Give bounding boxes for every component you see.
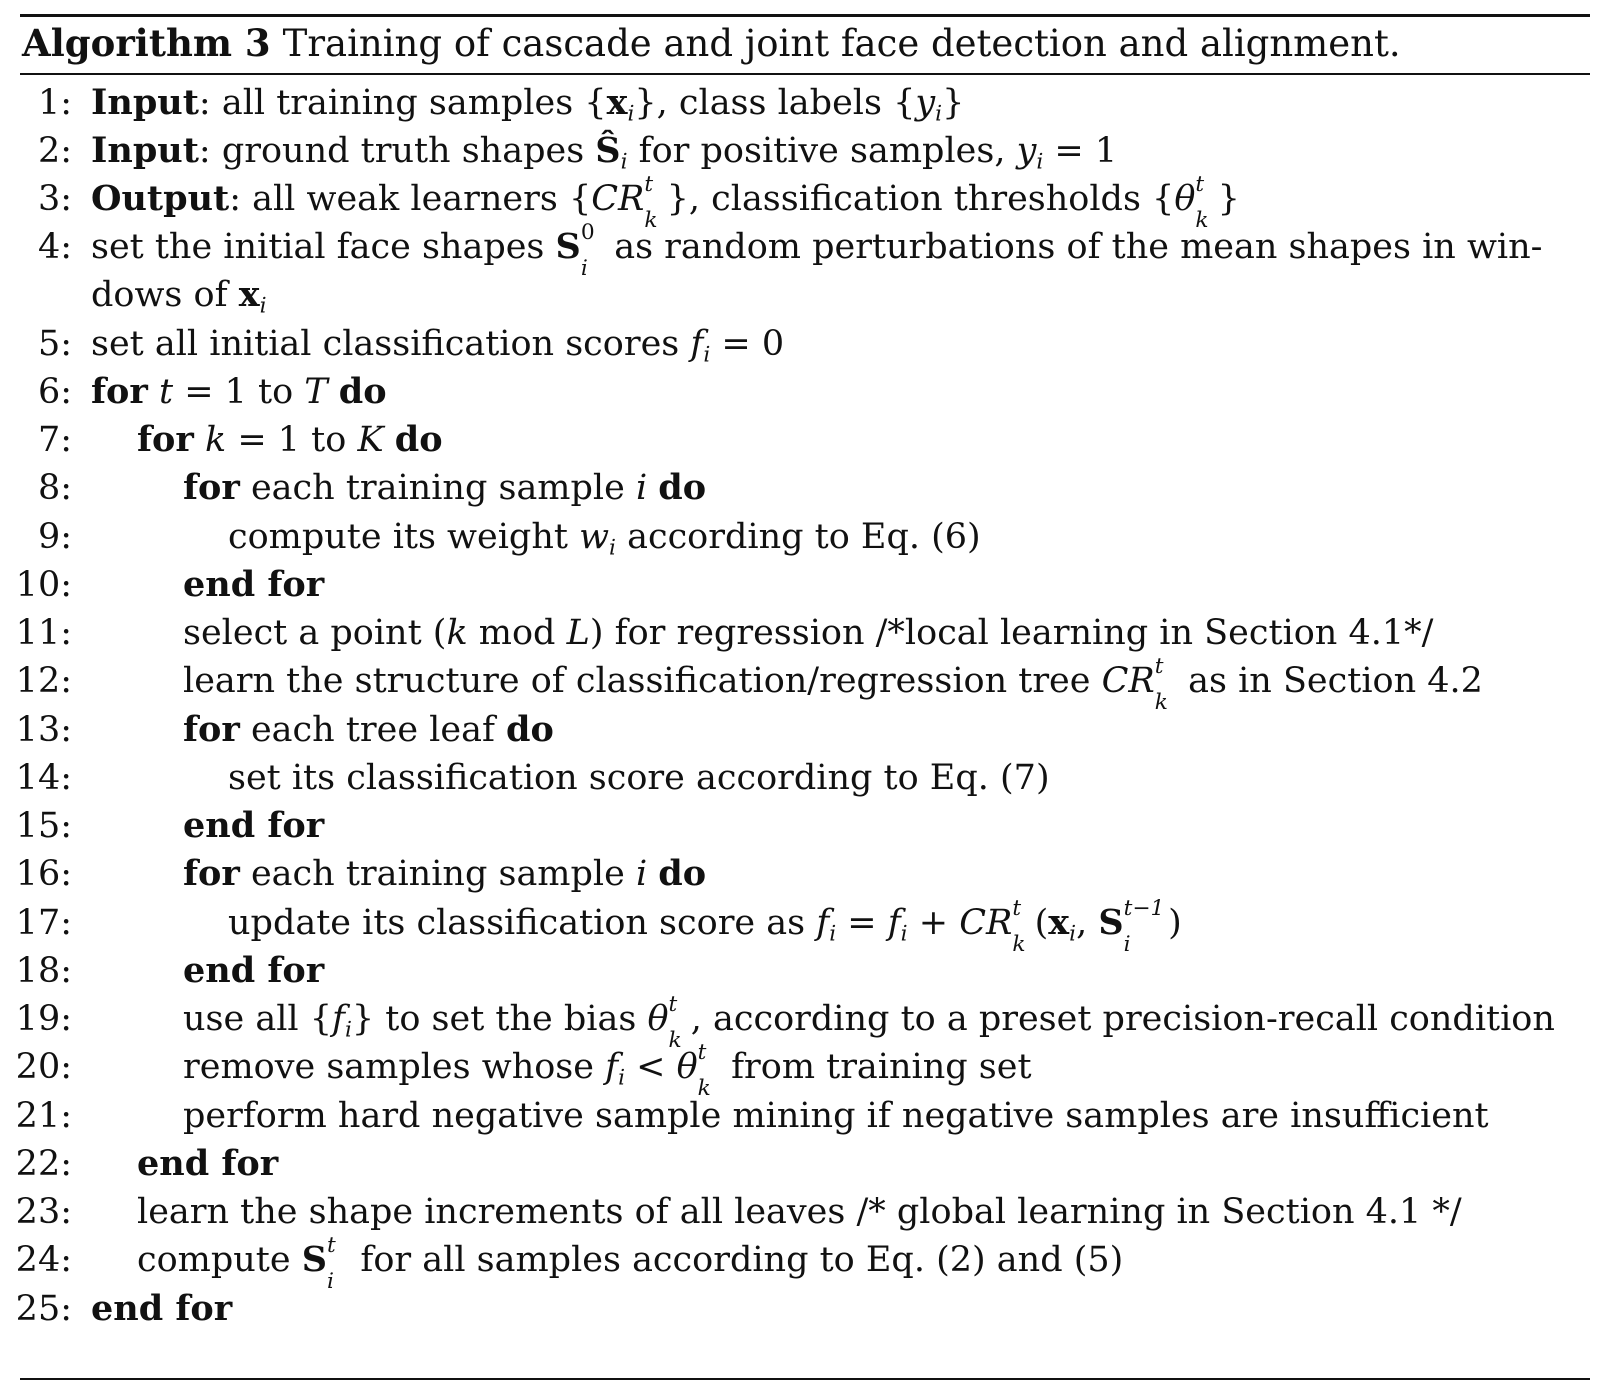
line-number: 13: [15, 710, 72, 750]
line-number: 10: [15, 565, 72, 605]
algo-line-25: 25: end for [0, 1284, 1614, 1334]
line-number: 3: [37, 179, 72, 219]
line-number: 25: [15, 1289, 72, 1329]
algo-line-3: 3: Output: all weak learners {CR t k }, classification thresholds {θ t k } [0, 174, 1614, 224]
algo-line-17: 17: update its classification score as $f_i = f_i$ + CR t k ($x_i$, S t−1 i ) [0, 898, 1614, 948]
line-number: 20: [15, 1047, 72, 1087]
line-number: 24: [15, 1240, 72, 1280]
algo-line-10: 10: end for [0, 560, 1614, 610]
algorithm-title: Training of cascade and joint face detection and alignment. [282, 22, 1401, 65]
top-rule [20, 14, 1590, 17]
algo-line-13: 13: for each tree leaf do [0, 705, 1614, 755]
algo-line-8: 8: for each training sample i do [0, 463, 1614, 513]
algo-line-23: 23: learn the shape increments of all leaves /* global learning in Section 4.1 */ [0, 1187, 1614, 1237]
algo-line-1: 1: Input: all training samples $\{x_i\}$, class labels $\{y_i\}$ [0, 78, 1614, 128]
algo-line-5: 5: set all initial classification scores $f_i = 0$ [0, 319, 1614, 369]
algo-line-19: 19: use all $\{f_i\}$ to set the bias θ t k , according to a preset precision-recall condition [0, 994, 1614, 1044]
line-number: 1: [37, 83, 72, 123]
algo-line-9: 9: compute its weight $w_i$ according to Eq. (6) [0, 512, 1614, 562]
algo-line-21: 21: perform hard negative sample mining if negative samples are insufficient [0, 1091, 1614, 1141]
algo-line-14: 14: set its classification score according to Eq. (7) [0, 753, 1614, 803]
line-number: 4: [37, 227, 72, 267]
algorithm-label: Algorithm 3 [22, 21, 271, 65]
algo-line-15: 15: end for [0, 801, 1614, 851]
line-number: 18: [15, 951, 72, 991]
line-number: 6: [37, 372, 72, 412]
line-number: 2: [37, 131, 72, 171]
algo-line-6: 6: for t = 1 to T do [0, 367, 1614, 417]
algo-line-24: 24: compute S t i for all samples according to Eq. (2) and (5) [0, 1235, 1614, 1285]
line-number: 14: [15, 758, 72, 798]
algo-line-20: 20: remove samples whose $f_i < \theta$ t k from training set [0, 1042, 1614, 1092]
caption-rule [20, 73, 1590, 75]
line-number: 9: [37, 517, 72, 557]
line-number: 15: [15, 806, 72, 846]
line-number: 21: [15, 1096, 72, 1136]
algo-line-2: 2: Input: ground truth shapes $Ŝ_i$ for positive samples, $y_i = 1$ [0, 126, 1614, 176]
line-number: 8: [37, 468, 72, 508]
algo-line-12: 12: learn the structure of classification/regression tree CR t k as in Section 4.2 [0, 656, 1614, 706]
algo-line-18: 18: end for [0, 946, 1614, 996]
bottom-rule [20, 1378, 1590, 1380]
algo-line-16: 16: for each training sample i do [0, 849, 1614, 899]
algo-line-11: 11: select a point (k mod L) for regression /*local learning in Section 4.1*/ [0, 608, 1614, 658]
line-number: 23: [15, 1192, 72, 1232]
algorithm-caption [22, 18, 1582, 69]
line-number: 16: [15, 854, 72, 894]
line-number: 7: [37, 420, 72, 460]
line-number: 19: [15, 999, 72, 1039]
line-number: 17: [15, 903, 72, 943]
line-number: 22: [15, 1144, 72, 1184]
algo-line-7: 7: for k = 1 to K do [0, 415, 1614, 465]
line-number: 11: [15, 613, 72, 653]
line-number: 5: [37, 324, 72, 364]
algo-line-4-continued: dows of $x_i$ [91, 274, 267, 319]
algo-line-22: 22: end for [0, 1139, 1614, 1189]
algo-line-4: 4: set the initial face shapes S 0 i as random perturbations of the mean shapes in win- [0, 222, 1614, 272]
line-number: 12: [15, 661, 72, 701]
